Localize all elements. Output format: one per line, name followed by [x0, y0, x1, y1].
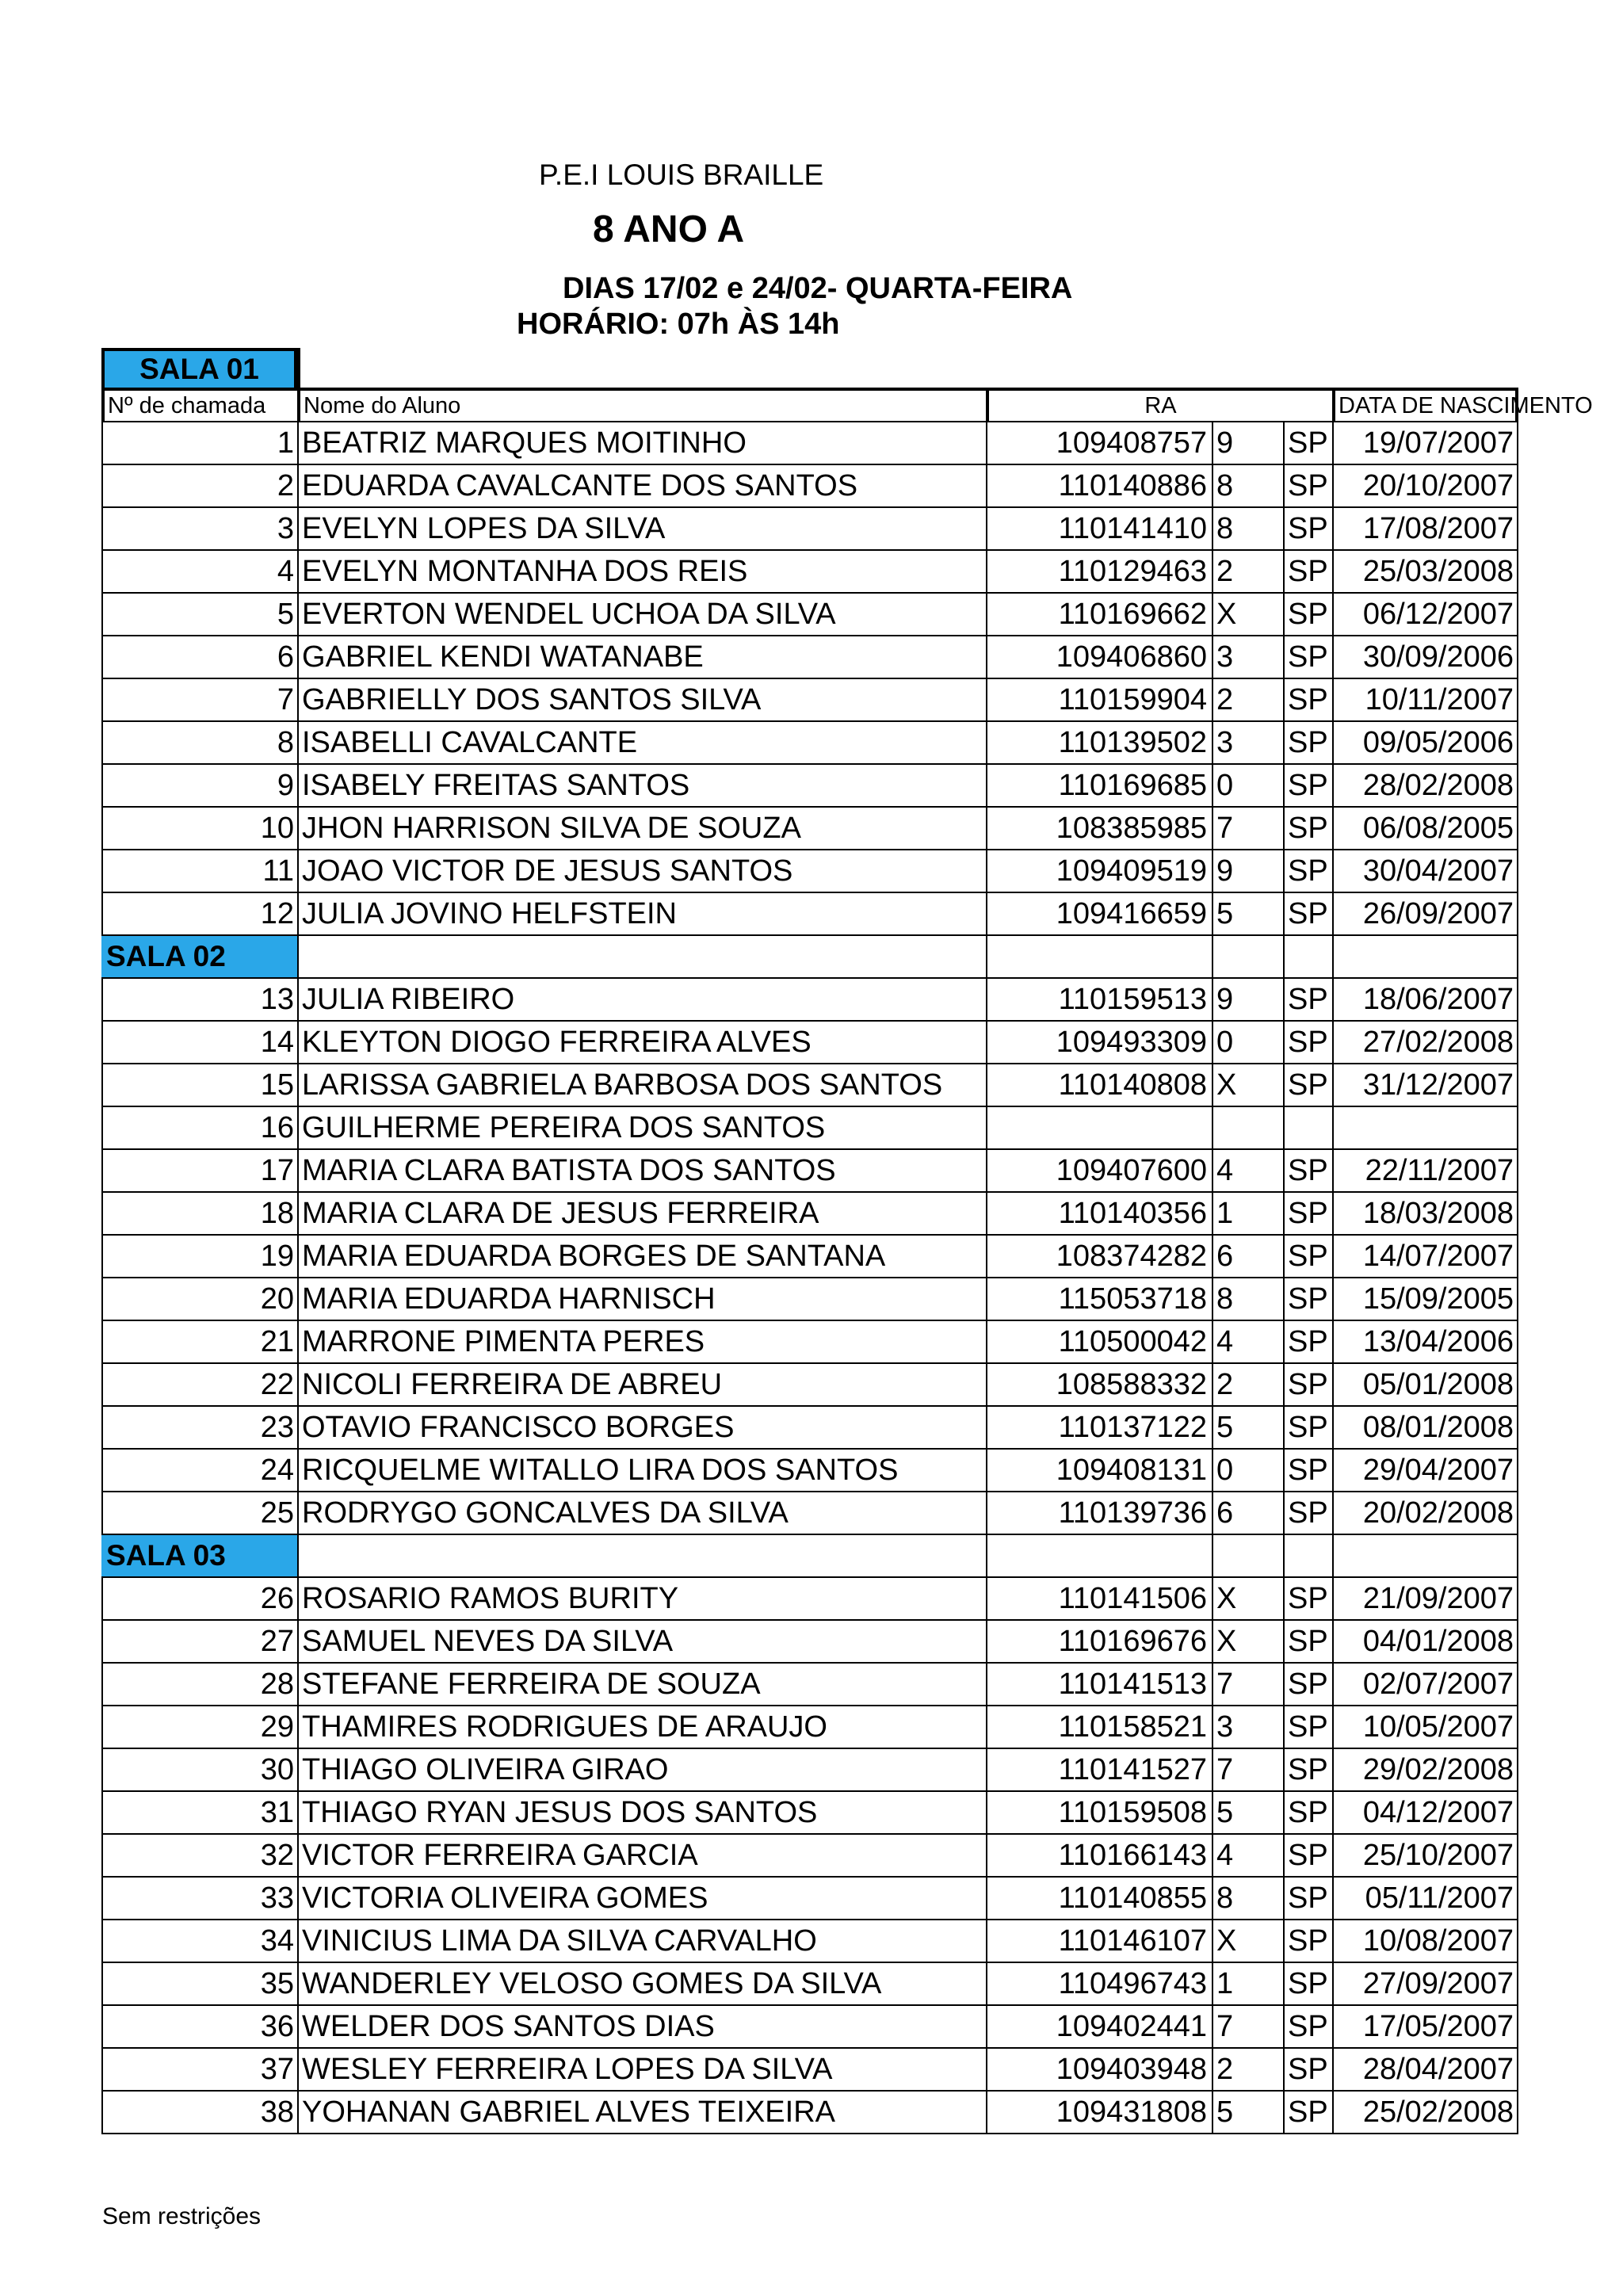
student-name-cell: EVERTON WENDEL UCHOA DA SILVA — [297, 594, 986, 635]
ra-number-cell: 109493309 — [986, 1022, 1212, 1063]
call-number-cell: 30 — [101, 1749, 297, 1790]
ra-state-cell: SP — [1283, 765, 1332, 806]
student-name-cell: GUILHERME PEREIRA DOS SANTOS — [297, 1107, 986, 1148]
table-row — [101, 979, 1518, 1022]
call-number-cell: 14 — [101, 1022, 297, 1063]
section-label: SALA 02 — [101, 936, 297, 977]
student-name-cell: THAMIRES RODRIGUES DE ARAUJO — [297, 1706, 986, 1748]
call-number-cell: 32 — [101, 1835, 297, 1876]
ra-number-cell: 110141527 — [986, 1749, 1212, 1790]
call-number-cell: 5 — [101, 594, 297, 635]
birth-date-cell: 27/02/2008 — [1332, 1022, 1518, 1063]
birth-date-cell: 02/07/2007 — [1332, 1664, 1518, 1705]
ra-state-cell: SP — [1283, 1664, 1332, 1705]
student-name-cell: EVELYN LOPES DA SILVA — [297, 508, 986, 549]
table-row — [101, 1621, 1518, 1664]
table-row — [101, 893, 1518, 936]
ra-digit-cell: 0 — [1212, 1450, 1283, 1491]
ra-digit-cell: 0 — [1212, 1022, 1283, 1063]
birth-date-cell: 30/09/2006 — [1332, 636, 1518, 678]
ra-number-cell: 110169685 — [986, 765, 1212, 806]
ra-number-cell: 110146107 — [986, 1920, 1212, 1962]
empty-cell — [1332, 936, 1518, 977]
ra-state-cell: SP — [1283, 1706, 1332, 1748]
ra-number-cell: 109431808 — [986, 2092, 1212, 2133]
section-rows — [101, 1578, 1518, 2134]
student-name-cell: WESLEY FERREIRA LOPES DA SILVA — [297, 2049, 986, 2090]
ra-state-cell: SP — [1283, 1022, 1332, 1063]
table-row — [101, 1407, 1518, 1450]
student-name-cell: STEFANE FERREIRA DE SOUZA — [297, 1664, 986, 1705]
call-number-cell: 1 — [101, 422, 297, 464]
birth-date-cell: 05/11/2007 — [1332, 1878, 1518, 1919]
ra-digit-cell: 9 — [1212, 850, 1283, 892]
ra-number-cell: 109402441 — [986, 2006, 1212, 2047]
birth-date-cell: 17/08/2007 — [1332, 508, 1518, 549]
birth-date-cell: 25/10/2007 — [1332, 1835, 1518, 1876]
ra-digit-cell: 5 — [1212, 1407, 1283, 1448]
table-row — [101, 1664, 1518, 1706]
table-row — [101, 1492, 1518, 1535]
ra-digit-cell: 3 — [1212, 1706, 1283, 1748]
ra-state-cell: SP — [1283, 1920, 1332, 1962]
student-name-cell: JULIA RIBEIRO — [297, 979, 986, 1020]
ra-digit-cell: 5 — [1212, 893, 1283, 934]
table-row — [101, 1920, 1518, 1963]
ra-digit-cell: 1 — [1212, 1193, 1283, 1234]
ra-number-cell: 110141506 — [986, 1578, 1212, 1619]
student-name-cell: RODRYGO GONCALVES DA SILVA — [297, 1492, 986, 1534]
call-number-cell: 38 — [101, 2092, 297, 2133]
ra-number-cell: 110140855 — [986, 1878, 1212, 1919]
ra-digit-cell: 5 — [1212, 1792, 1283, 1833]
ra-state-cell: SP — [1283, 1578, 1332, 1619]
table-row — [101, 1107, 1518, 1150]
empty-cell — [1212, 936, 1283, 977]
ra-number-cell: 110141410 — [986, 508, 1212, 549]
birth-date-cell: 13/04/2006 — [1332, 1321, 1518, 1362]
call-number-cell: 12 — [101, 893, 297, 934]
ra-state-cell: SP — [1283, 722, 1332, 763]
ra-digit-cell: 0 — [1212, 765, 1283, 806]
table-row — [101, 1749, 1518, 1792]
ra-digit-cell: 2 — [1212, 551, 1283, 592]
column-header-ra: RA — [986, 391, 1332, 421]
column-header-birth: DATA DE NASCIMENTO — [1332, 391, 1518, 421]
birth-date-cell: 19/07/2007 — [1332, 422, 1518, 464]
school-name: P.E.I LOUIS BRAILLE — [539, 159, 824, 191]
student-name-cell: ROSARIO RAMOS BURITY — [297, 1578, 986, 1619]
table-row — [101, 765, 1518, 808]
ra-number-cell: 109406860 — [986, 636, 1212, 678]
birth-date-cell: 29/04/2007 — [1332, 1450, 1518, 1491]
ra-digit-cell: X — [1212, 1621, 1283, 1662]
table-row — [101, 1321, 1518, 1364]
birth-date-cell: 10/08/2007 — [1332, 1920, 1518, 1962]
ra-digit-cell: 4 — [1212, 1150, 1283, 1191]
table-row — [101, 1022, 1518, 1064]
ra-state-cell: SP — [1283, 2092, 1332, 2133]
empty-cell — [297, 936, 986, 977]
section-row — [101, 1535, 1518, 1578]
ra-digit-cell: 8 — [1212, 465, 1283, 506]
call-number-cell: 20 — [101, 1278, 297, 1320]
ra-state-cell: SP — [1283, 1407, 1332, 1448]
table-row — [101, 508, 1518, 551]
birth-date-cell: 17/05/2007 — [1332, 2006, 1518, 2047]
ra-number-cell: 110158521 — [986, 1706, 1212, 1748]
student-name-cell: MARIA CLARA BATISTA DOS SANTOS — [297, 1150, 986, 1191]
student-name-cell: KLEYTON DIOGO FERREIRA ALVES — [297, 1022, 986, 1063]
ra-number-cell: 110139502 — [986, 722, 1212, 763]
birth-date-cell: 28/02/2008 — [1332, 765, 1518, 806]
birth-date-cell: 10/05/2007 — [1332, 1706, 1518, 1748]
ra-digit-cell: X — [1212, 1920, 1283, 1962]
student-name-cell: YOHANAN GABRIEL ALVES TEIXEIRA — [297, 2092, 986, 2133]
ra-number-cell: 110140356 — [986, 1193, 1212, 1234]
ra-state-cell: SP — [1283, 2049, 1332, 2090]
section-label: SALA 03 — [101, 1535, 297, 1576]
table-row — [101, 1364, 1518, 1407]
birth-date-cell: 15/09/2005 — [1332, 1278, 1518, 1320]
birth-date-cell: 14/07/2007 — [1332, 1236, 1518, 1277]
column-header-name: Nome do Aluno — [297, 391, 986, 421]
column-header-number: Nº de chamada — [101, 391, 297, 421]
ra-state-cell: SP — [1283, 1150, 1332, 1191]
ra-state-cell: SP — [1283, 508, 1332, 549]
call-number-cell: 31 — [101, 1792, 297, 1833]
table-row — [101, 1150, 1518, 1193]
table-row — [101, 2049, 1518, 2092]
call-number-cell: 15 — [101, 1064, 297, 1106]
birth-date-cell: 26/09/2007 — [1332, 893, 1518, 934]
student-name-cell: OTAVIO FRANCISCO BORGES — [297, 1407, 986, 1448]
ra-number-cell: 110496743 — [986, 1963, 1212, 2004]
birth-date-cell: 06/08/2005 — [1332, 808, 1518, 849]
ra-digit-cell: 3 — [1212, 636, 1283, 678]
birth-date-cell: 29/02/2008 — [1332, 1749, 1518, 1790]
footer-classification: Sem restrições — [102, 2203, 262, 2229]
class-title: 8 ANO A — [593, 208, 745, 250]
ra-digit-cell: X — [1212, 1578, 1283, 1619]
ra-state-cell: SP — [1283, 893, 1332, 934]
call-number-cell: 34 — [101, 1920, 297, 1962]
call-number-cell: 11 — [101, 850, 297, 892]
ra-digit-cell: 9 — [1212, 979, 1283, 1020]
student-name-cell: BEATRIZ MARQUES MOITINHO — [297, 422, 986, 464]
call-number-cell: 3 — [101, 508, 297, 549]
empty-cell — [1212, 1535, 1283, 1576]
section-divider — [297, 348, 300, 388]
ra-digit-cell: 9 — [1212, 422, 1283, 464]
table-row — [101, 594, 1518, 636]
ra-digit-cell: 2 — [1212, 1364, 1283, 1405]
empty-cell — [986, 936, 1212, 977]
birth-date-cell: 22/11/2007 — [1332, 1150, 1518, 1191]
table-row — [101, 422, 1518, 465]
ra-state-cell: SP — [1283, 1321, 1332, 1362]
ra-state-cell — [1283, 1107, 1332, 1148]
student-name-cell: MARIA EDUARDA BORGES DE SANTANA — [297, 1236, 986, 1277]
birth-date-cell: 25/02/2008 — [1332, 2092, 1518, 2133]
call-number-cell: 7 — [101, 679, 297, 720]
student-name-cell: SAMUEL NEVES DA SILVA — [297, 1621, 986, 1662]
ra-number-cell: 109408757 — [986, 422, 1212, 464]
ra-state-cell: SP — [1283, 1749, 1332, 1790]
table-row — [101, 679, 1518, 722]
student-roster-table — [101, 348, 1593, 2134]
ra-state-cell: SP — [1283, 1450, 1332, 1491]
student-name-cell: NICOLI FERREIRA DE ABREU — [297, 1364, 986, 1405]
birth-date-cell: 04/01/2008 — [1332, 1621, 1518, 1662]
ra-digit-cell: 6 — [1212, 1492, 1283, 1534]
call-number-cell: 6 — [101, 636, 297, 678]
birth-date-cell — [1332, 1107, 1518, 1148]
call-number-cell: 9 — [101, 765, 297, 806]
call-number-cell: 21 — [101, 1321, 297, 1362]
ra-digit-cell: 2 — [1212, 679, 1283, 720]
ra-digit-cell: 7 — [1212, 808, 1283, 849]
ra-state-cell: SP — [1283, 1236, 1332, 1277]
call-number-cell: 28 — [101, 1664, 297, 1705]
birth-date-cell: 27/09/2007 — [1332, 1963, 1518, 2004]
ra-digit-cell: 6 — [1212, 1236, 1283, 1277]
call-number-cell: 17 — [101, 1150, 297, 1191]
ra-state-cell: SP — [1283, 551, 1332, 592]
ra-number-cell: 110137122 — [986, 1407, 1212, 1448]
ra-digit-cell: X — [1212, 594, 1283, 635]
table-row — [101, 1963, 1518, 2006]
ra-number-cell: 110169662 — [986, 594, 1212, 635]
table-row — [101, 808, 1518, 850]
ra-number-cell: 108588332 — [986, 1364, 1212, 1405]
ra-state-cell: SP — [1283, 850, 1332, 892]
section-row — [101, 936, 1518, 979]
ra-state-cell: SP — [1283, 1621, 1332, 1662]
student-name-cell: EDUARDA CAVALCANTE DOS SANTOS — [297, 465, 986, 506]
table-row — [101, 2006, 1518, 2049]
ra-number-cell: 110140886 — [986, 465, 1212, 506]
ra-number-cell: 110166143 — [986, 1835, 1212, 1876]
ra-number-cell: 109409519 — [986, 850, 1212, 892]
ra-digit-cell: 4 — [1212, 1321, 1283, 1362]
student-name-cell: JOAO VICTOR DE JESUS SANTOS — [297, 850, 986, 892]
birth-date-cell: 30/04/2007 — [1332, 850, 1518, 892]
student-name-cell: MARRONE PIMENTA PERES — [297, 1321, 986, 1362]
birth-date-cell: 28/04/2007 — [1332, 2049, 1518, 2090]
table-row — [101, 2092, 1518, 2134]
birth-date-cell: 31/12/2007 — [1332, 1064, 1518, 1106]
exam-days: DIAS 17/02 e 24/02- QUARTA-FEIRA — [563, 272, 1073, 305]
call-number-cell: 13 — [101, 979, 297, 1020]
ra-digit-cell: X — [1212, 1064, 1283, 1106]
table-row — [101, 722, 1518, 765]
empty-cell — [1283, 1535, 1332, 1576]
birth-date-cell: 10/11/2007 — [1332, 679, 1518, 720]
ra-number-cell: 110159904 — [986, 679, 1212, 720]
birth-date-cell: 20/02/2008 — [1332, 1492, 1518, 1534]
ra-number-cell: 110129463 — [986, 551, 1212, 592]
student-name-cell: THIAGO OLIVEIRA GIRAO — [297, 1749, 986, 1790]
student-name-cell: GABRIELLY DOS SANTOS SILVA — [297, 679, 986, 720]
ra-number-cell: 110140808 — [986, 1064, 1212, 1106]
ra-digit-cell: 2 — [1212, 2049, 1283, 2090]
ra-number-cell: 110159508 — [986, 1792, 1212, 1833]
student-name-cell: VICTOR FERREIRA GARCIA — [297, 1835, 986, 1876]
call-number-cell: 29 — [101, 1706, 297, 1748]
birth-date-cell: 05/01/2008 — [1332, 1364, 1518, 1405]
call-number-cell: 18 — [101, 1193, 297, 1234]
birth-date-cell: 18/06/2007 — [1332, 979, 1518, 1020]
student-name-cell: JHON HARRISON SILVA DE SOUZA — [297, 808, 986, 849]
ra-number-cell: 110159513 — [986, 979, 1212, 1020]
section-label: SALA 01 — [101, 348, 297, 388]
ra-number-cell: 109416659 — [986, 893, 1212, 934]
call-number-cell: 27 — [101, 1621, 297, 1662]
table-row — [101, 551, 1518, 594]
table-row — [101, 1706, 1518, 1749]
birth-date-cell: 18/03/2008 — [1332, 1193, 1518, 1234]
student-name-cell: GABRIEL KENDI WATANABE — [297, 636, 986, 678]
call-number-cell: 10 — [101, 808, 297, 849]
call-number-cell: 37 — [101, 2049, 297, 2090]
section-row — [101, 348, 1518, 388]
student-name-cell: VICTORIA OLIVEIRA GOMES — [297, 1878, 986, 1919]
ra-state-cell: SP — [1283, 2006, 1332, 2047]
table-row — [101, 1193, 1518, 1236]
ra-state-cell: SP — [1283, 979, 1332, 1020]
ra-number-cell: 110169676 — [986, 1621, 1212, 1662]
call-number-cell: 22 — [101, 1364, 297, 1405]
ra-state-cell: SP — [1283, 1792, 1332, 1833]
student-name-cell: LARISSA GABRIELA BARBOSA DOS SANTOS — [297, 1064, 986, 1106]
ra-digit-cell: 4 — [1212, 1835, 1283, 1876]
table-row — [101, 1835, 1518, 1878]
ra-state-cell: SP — [1283, 1278, 1332, 1320]
student-name-cell: RICQUELME WITALLO LIRA DOS SANTOS — [297, 1450, 986, 1491]
ra-number-cell: 115053718 — [986, 1278, 1212, 1320]
table-row — [101, 465, 1518, 508]
column-header-row — [101, 388, 1593, 422]
ra-digit-cell: 7 — [1212, 2006, 1283, 2047]
ra-state-cell: SP — [1283, 1064, 1332, 1106]
ra-number-cell: 108385985 — [986, 808, 1212, 849]
birth-date-cell: 08/01/2008 — [1332, 1407, 1518, 1448]
ra-number-cell: 109408131 — [986, 1450, 1212, 1491]
ra-state-cell: SP — [1283, 1193, 1332, 1234]
call-number-cell: 23 — [101, 1407, 297, 1448]
birth-date-cell: 04/12/2007 — [1332, 1792, 1518, 1833]
ra-digit-cell: 5 — [1212, 2092, 1283, 2133]
student-name-cell: EVELYN MONTANHA DOS REIS — [297, 551, 986, 592]
call-number-cell: 19 — [101, 1236, 297, 1277]
call-number-cell: 4 — [101, 551, 297, 592]
ra-number-cell: 110141513 — [986, 1664, 1212, 1705]
student-name-cell: MARIA EDUARDA HARNISCH — [297, 1278, 986, 1320]
ra-number-cell: 108374282 — [986, 1236, 1212, 1277]
student-name-cell: WANDERLEY VELOSO GOMES DA SILVA — [297, 1963, 986, 2004]
table-row — [101, 1064, 1518, 1107]
ra-digit-cell: 8 — [1212, 1278, 1283, 1320]
ra-state-cell: SP — [1283, 465, 1332, 506]
ra-digit-cell: 3 — [1212, 722, 1283, 763]
ra-state-cell: SP — [1283, 594, 1332, 635]
table-row — [101, 1792, 1518, 1835]
table-row — [101, 1236, 1518, 1278]
empty-cell — [297, 1535, 986, 1576]
exam-time: HORÁRIO: 07h ÀS 14h — [517, 308, 840, 341]
empty-cell — [1332, 1535, 1518, 1576]
ra-state-cell: SP — [1283, 1835, 1332, 1876]
table-row — [101, 1578, 1518, 1621]
birth-date-cell: 09/05/2006 — [1332, 722, 1518, 763]
student-name-cell: VINICIUS LIMA DA SILVA CARVALHO — [297, 1920, 986, 1962]
empty-cell — [986, 1535, 1212, 1576]
birth-date-cell: 06/12/2007 — [1332, 594, 1518, 635]
student-name-cell: MARIA CLARA DE JESUS FERREIRA — [297, 1193, 986, 1234]
student-name-cell: ISABELLI CAVALCANTE — [297, 722, 986, 763]
student-name-cell: WELDER DOS SANTOS DIAS — [297, 2006, 986, 2047]
table-row — [101, 1450, 1518, 1492]
call-number-cell: 26 — [101, 1578, 297, 1619]
ra-digit-cell: 8 — [1212, 1878, 1283, 1919]
ra-number-cell: 110139736 — [986, 1492, 1212, 1534]
ra-digit-cell: 8 — [1212, 508, 1283, 549]
call-number-cell: 8 — [101, 722, 297, 763]
call-number-cell: 36 — [101, 2006, 297, 2047]
table-row — [101, 850, 1518, 893]
ra-state-cell: SP — [1283, 808, 1332, 849]
section-rows — [101, 422, 1518, 936]
ra-number-cell: 110500042 — [986, 1321, 1212, 1362]
ra-state-cell: SP — [1283, 679, 1332, 720]
ra-state-cell: SP — [1283, 1364, 1332, 1405]
student-name-cell: JULIA JOVINO HELFSTEIN — [297, 893, 986, 934]
ra-state-cell: SP — [1283, 1878, 1332, 1919]
ra-digit-cell — [1212, 1107, 1283, 1148]
ra-state-cell: SP — [1283, 422, 1332, 464]
call-number-cell: 16 — [101, 1107, 297, 1148]
birth-date-cell: 20/10/2007 — [1332, 465, 1518, 506]
birth-date-cell: 25/03/2008 — [1332, 551, 1518, 592]
ra-digit-cell: 7 — [1212, 1664, 1283, 1705]
ra-digit-cell: 1 — [1212, 1963, 1283, 2004]
table-row — [101, 636, 1518, 679]
call-number-cell: 33 — [101, 1878, 297, 1919]
table-row — [101, 1878, 1518, 1920]
birth-date-cell: 21/09/2007 — [1332, 1578, 1518, 1619]
table-row — [101, 1278, 1518, 1321]
ra-number-cell: 109403948 — [986, 2049, 1212, 2090]
ra-state-cell: SP — [1283, 636, 1332, 678]
ra-number-cell — [986, 1107, 1212, 1148]
student-name-cell: THIAGO RYAN JESUS DOS SANTOS — [297, 1792, 986, 1833]
call-number-cell: 35 — [101, 1963, 297, 2004]
student-name-cell: ISABELY FREITAS SANTOS — [297, 765, 986, 806]
call-number-cell: 2 — [101, 465, 297, 506]
ra-digit-cell: 7 — [1212, 1749, 1283, 1790]
empty-cell — [1283, 936, 1332, 977]
ra-state-cell: SP — [1283, 1492, 1332, 1534]
ra-number-cell: 109407600 — [986, 1150, 1212, 1191]
call-number-cell: 25 — [101, 1492, 297, 1534]
ra-state-cell: SP — [1283, 1963, 1332, 2004]
section-rows — [101, 979, 1518, 1535]
call-number-cell: 24 — [101, 1450, 297, 1491]
